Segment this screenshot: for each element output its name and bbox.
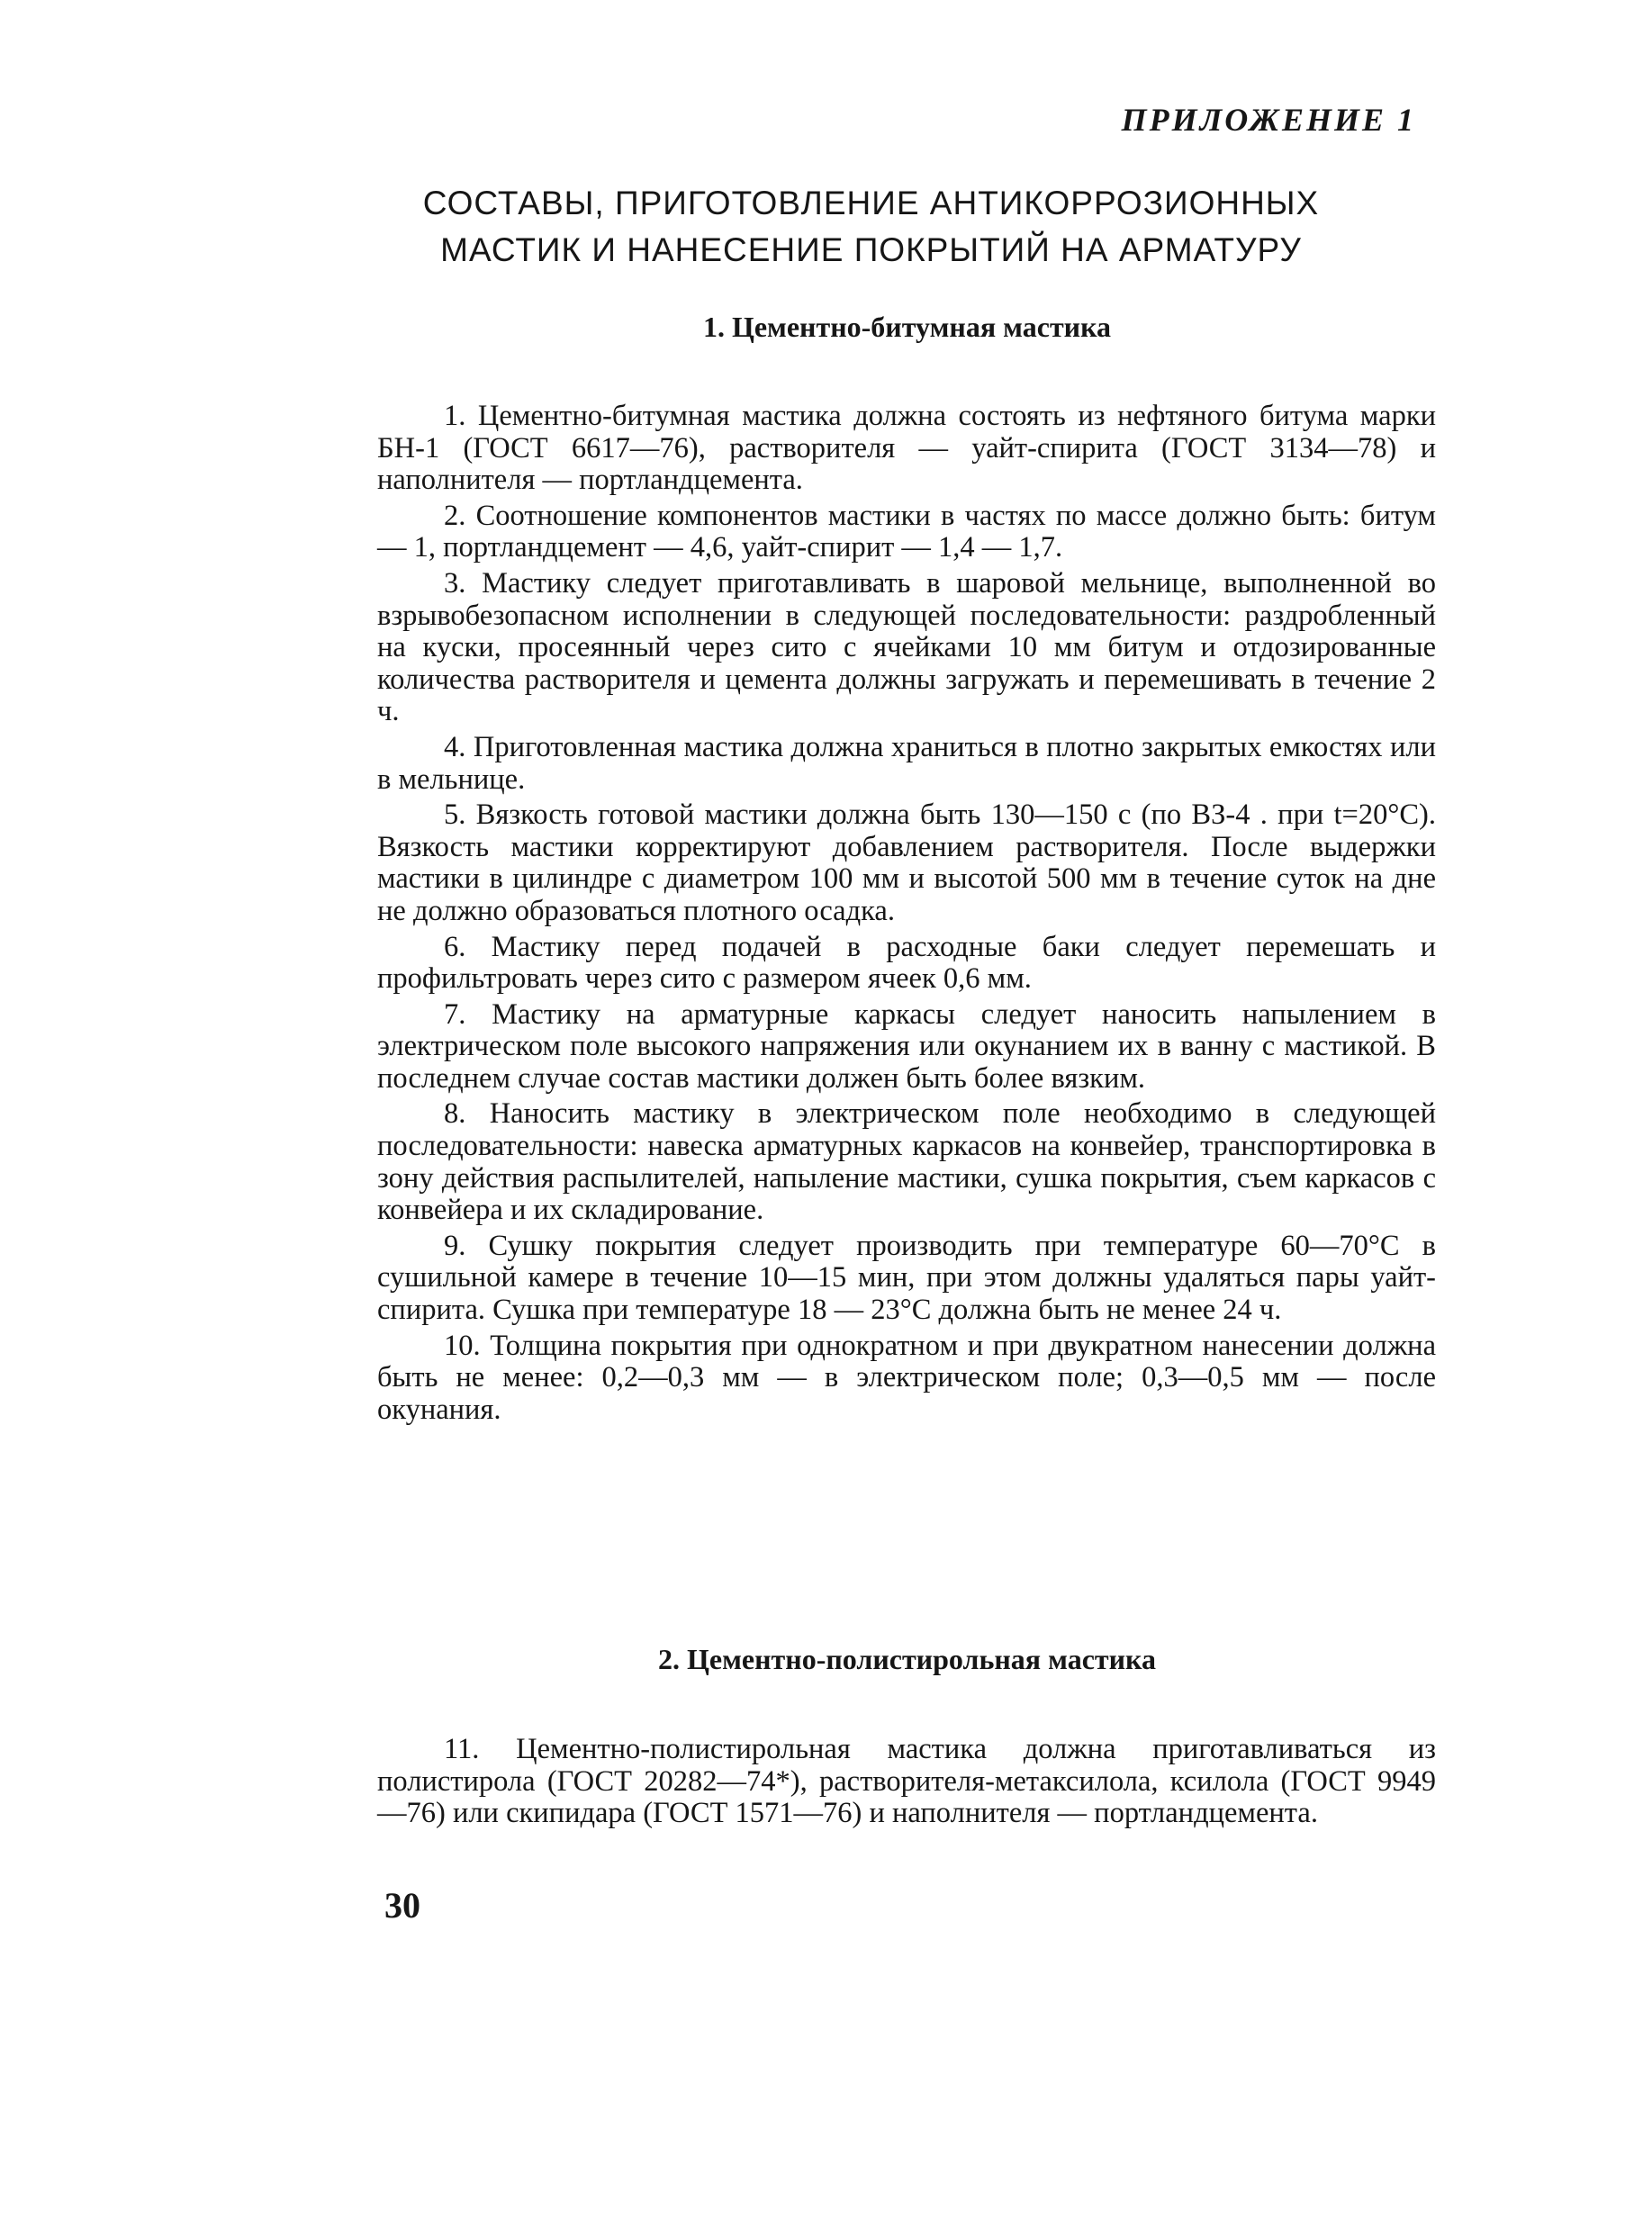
paragraph-2: 2. Соотношение компонентов мастики в частях по массе должно быть: битум — 1, портландцемент — 4,6, уайт-спирит — 1,4 — 1,7. bbox=[377, 499, 1436, 564]
section-2-heading: 2. Цементно-полистирольная мастика bbox=[658, 1643, 1156, 1675]
title-line-2: МАСТИК И НАНЕСЕНИЕ ПОКРЫТИЙ НА АРМАТУРУ bbox=[440, 231, 1302, 268]
section-2-body bbox=[377, 1734, 1436, 1834]
paragraph-9: 9. Сушку покрытия следует производить при температуре 60—70°С в сушильной камере в течение 10—15 мин, при этом должны удаляться пары уайт-спирита. Сушка при температуре 18 — 23°С должна быть не менее 24 ч. bbox=[377, 1229, 1436, 1327]
paragraph-11: 11. Цементно-полистирольная мастика должна приготавливаться из полистирола (ГОСТ 20282—74*), растворителя-метаксилола, ксилола (ГОСТ 9949—76) или скипидара (ГОСТ 1571—76) и наполнителя — портландцемента. bbox=[377, 1733, 1436, 1830]
paragraph-3: 3. Мастику следует приготавливать в шаровой мельнице, выполненной во взрывобезопасном исполнении в следующей последовательности: раздробленный на куски, просеянный через сито с ячейками 10 мм битум и отдозированные количества растворителя и цемента должны загружать и перемешивать в течение 2 ч. bbox=[377, 566, 1436, 728]
paragraph-8: 8. Наносить мастику в электрическом поле необходимо в следующей последовательности: навеска арматурных каркасов на конвейер, транспортировка в зону действия распылителей, напыление мастики, сушка покрытия, съем каркасов с конвейера и их складирование. bbox=[377, 1097, 1436, 1227]
appendix-label: ПРИЛОЖЕНИЕ 1 bbox=[1121, 102, 1416, 138]
page-number: 30 bbox=[384, 1885, 420, 1926]
section-1-body bbox=[377, 401, 1436, 1430]
paragraph-1: 1. Цементно-битумная мастика должна состоять из нефтяного битума марки БН-1 (ГОСТ 6617—76), растворителя — уайт-спирита (ГОСТ 3134—78) и наполнителя — портландцемента. bbox=[377, 400, 1436, 497]
title-line-1: СОСТАВЫ, ПРИГОТОВЛЕНИЕ АНТИКОРРОЗИОННЫХ bbox=[422, 185, 1320, 221]
document-title bbox=[342, 180, 1400, 274]
section-1-heading: 1. Цементно-битумная мастика bbox=[702, 311, 1112, 343]
paragraph-7: 7. Мастику на арматурные каркасы следует наносить напылением в электрическом поле высокого напряжения или окунанием их в ванну с мастикой. В последнем случае состав мастики должен быть более вязким. bbox=[377, 997, 1436, 1095]
paragraph-6: 6. Мастику перед подачей в расходные баки следует перемешать и профильтровать через сито с размером ячеек 0,6 мм. bbox=[377, 930, 1436, 996]
paragraph-5: 5. Вязкость готовой мастики должна быть 130—150 с (по ВЗ-4 . при t=20°С). Вязкость мастики корректируют добавлением растворителя. После выдержки мастики в цилиндре с диаметром 100 мм и высотой 500 мм в течение суток на дне не должно образоваться плотного осадка. bbox=[377, 798, 1436, 927]
paragraph-4: 4. Приготовленная мастика должна храниться в плотно закрытых емкостях или в мельнице. bbox=[377, 730, 1436, 796]
paragraph-10: 10. Толщина покрытия при однократном и при двукратном нанесении должна быть не менее: 0,2—0,3 мм — в электрическом поле; 0,3—0,5 мм — после окунания. bbox=[377, 1329, 1436, 1426]
